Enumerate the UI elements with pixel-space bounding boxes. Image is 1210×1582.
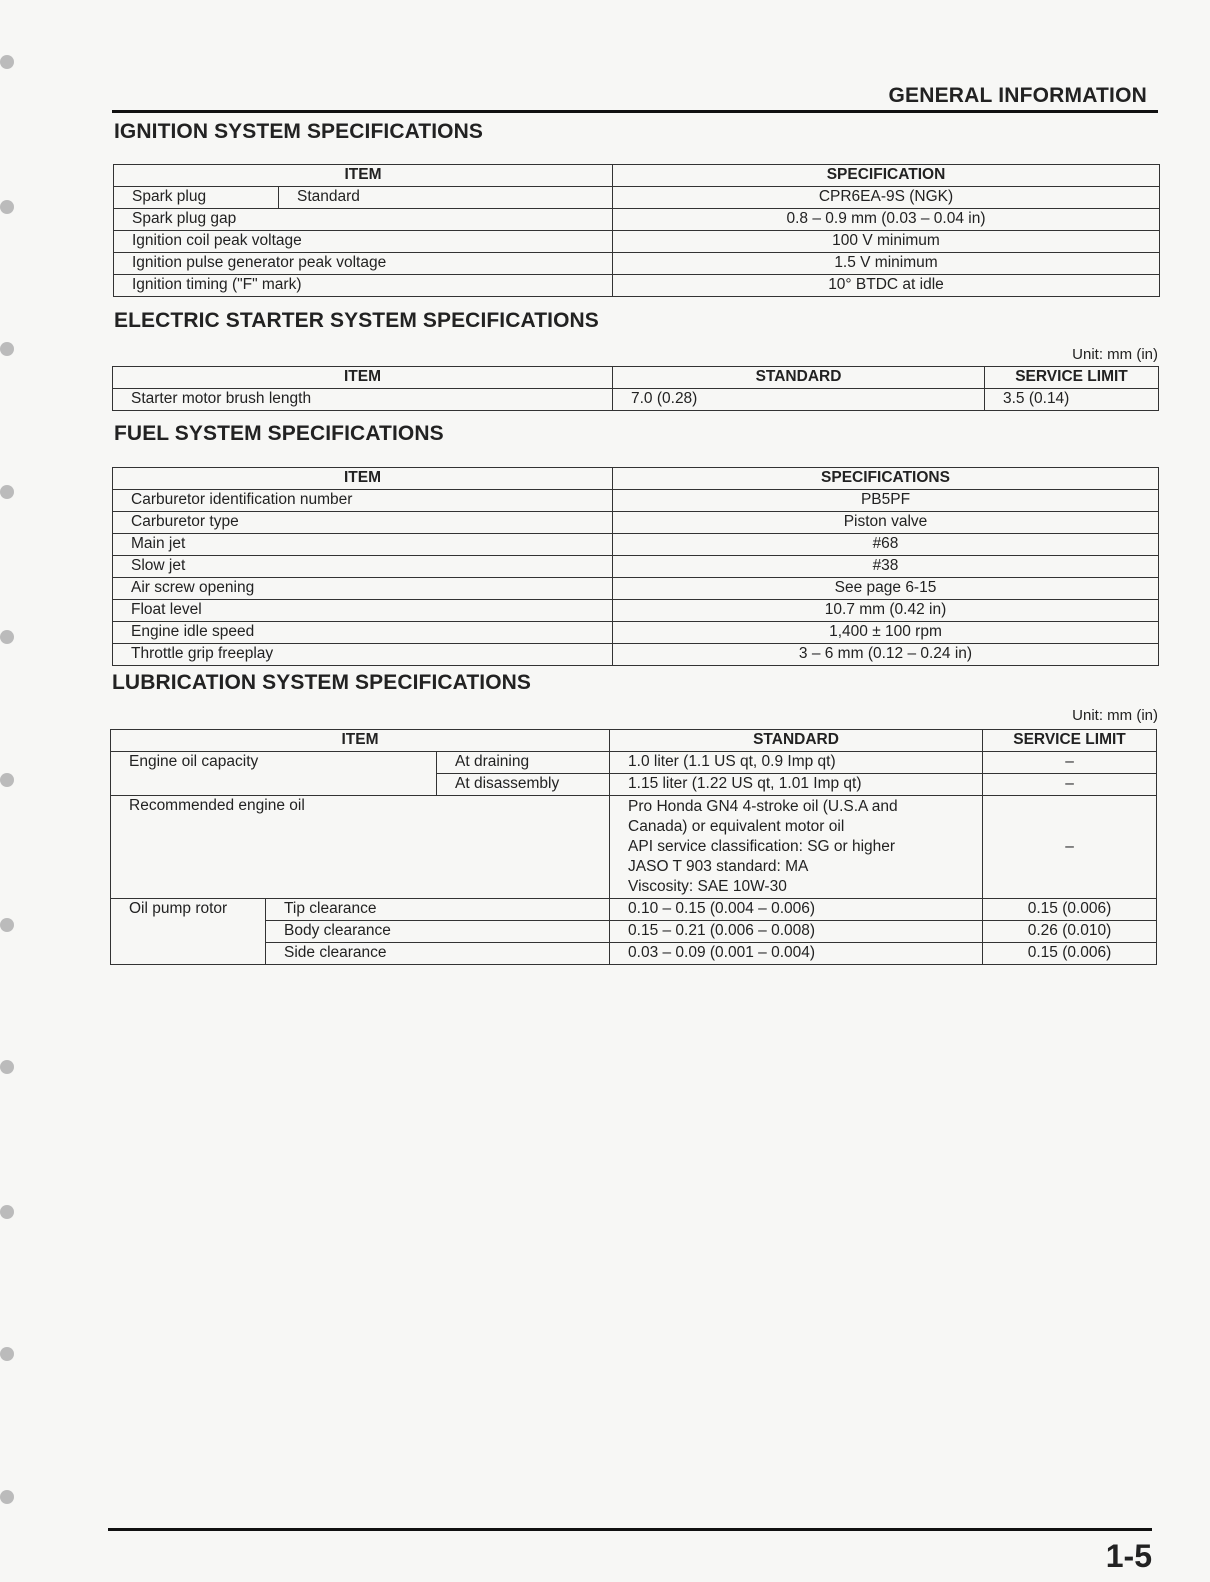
value-cell: 10.7 mm (0.42 in) [613,600,1159,622]
table-row [113,490,1159,512]
limit-cell: 0.15 (0.006) [983,943,1157,965]
starter-section-title: ELECTRIC STARTER SYSTEM SPECIFICATIONS [114,309,599,332]
binder-hole [0,1347,14,1361]
item-cell: Carburetor identification number [113,490,613,512]
oil-spec-line: JASO T 903 standard: MA [628,858,809,875]
binder-hole [0,342,14,356]
sub-item-cell: At disassembly [437,774,610,796]
binder-hole [0,485,14,499]
standard-cell: 7.0 (0.28) [613,389,985,411]
item-header: ITEM [111,730,610,752]
table-row [113,512,1159,534]
table-row [113,556,1159,578]
binder-hole [0,918,14,932]
item-header: ITEM [113,367,613,389]
value-cell: CPR6EA-9S (NGK) [613,187,1160,209]
limit-cell: – [983,774,1157,796]
sub-item-cell: At draining [437,752,610,774]
oil-spec-line: Pro Honda GN4 4-stroke oil (U.S.A and [628,798,898,815]
spec-header: SPECIFICATION [613,165,1160,187]
limit-cell: – [983,752,1157,774]
ignition-section-title: IGNITION SYSTEM SPECIFICATIONS [114,120,483,143]
value-cell: 3 – 6 mm (0.12 – 0.24 in) [613,644,1159,666]
sub-item-cell: Standard [279,187,613,209]
fuel-section-title: FUEL SYSTEM SPECIFICATIONS [114,422,444,445]
value-cell: 10° BTDC at idle [613,275,1160,297]
starter-unit-note: Unit: mm (in) [1072,346,1158,363]
lubrication-spec-table [110,729,1157,965]
value-cell: 1.5 V minimum [613,253,1160,275]
item-cell: Oil pump rotor [111,899,266,965]
item-cell: Main jet [113,534,613,556]
binder-hole [0,773,14,787]
starter-spec-table [112,366,1159,411]
binder-hole [0,1490,14,1504]
table-row [113,534,1159,556]
item-cell: Air screw opening [113,578,613,600]
header-rule [112,110,1158,113]
binder-hole [0,1060,14,1074]
oil-spec-line: API service classification: SG or higher [628,838,896,855]
table-row [111,921,1157,943]
sub-item-cell: Body clearance [266,921,610,943]
table-row [111,752,1157,774]
page-number: 1-5 [1105,1538,1152,1574]
value-cell: See page 6-15 [613,578,1159,600]
table-row [113,578,1159,600]
spec-header: SPECIFICATIONS [613,468,1159,490]
item-cell: Carburetor type [113,512,613,534]
item-cell: Slow jet [113,556,613,578]
table-row [113,644,1159,666]
limit-cell: 3.5 (0.14) [985,389,1159,411]
standard-cell [610,796,983,899]
item-cell: Throttle grip freeplay [113,644,613,666]
value-cell: PB5PF [613,490,1159,512]
item-cell: Ignition coil peak voltage [114,231,613,253]
table-row [111,796,1157,899]
table-row [113,622,1159,644]
table-row [113,389,1159,411]
table-row [113,600,1159,622]
table-header-row [113,468,1159,490]
binder-hole [0,1205,14,1219]
standard-header: STANDARD [613,367,985,389]
limit-cell: 0.26 (0.010) [983,921,1157,943]
item-cell: Starter motor brush length [113,389,613,411]
standard-cell: 0.03 – 0.09 (0.001 – 0.004) [610,943,983,965]
standard-cell: 0.15 – 0.21 (0.006 – 0.008) [610,921,983,943]
value-cell: #68 [613,534,1159,556]
ignition-spec-table [113,164,1160,297]
standard-cell: 1.0 liter (1.1 US qt, 0.9 Imp qt) [610,752,983,774]
item-cell: Spark plug [114,187,279,209]
item-cell: Recommended engine oil [111,796,610,899]
footer-rule [108,1528,1152,1531]
oil-spec-line: Viscosity: SAE 10W-30 [628,878,787,895]
value-cell: 0.8 – 0.9 mm (0.03 – 0.04 in) [613,209,1160,231]
value-cell: 1,400 ± 100 rpm [613,622,1159,644]
sub-item-cell: Tip clearance [266,899,610,921]
binder-hole [0,55,14,69]
binder-hole [0,630,14,644]
item-cell: Engine oil capacity [111,752,437,796]
table-row [114,187,1160,209]
table-row [114,253,1160,275]
limit-cell: – [983,796,1157,899]
service-limit-header: SERVICE LIMIT [985,367,1159,389]
item-cell: Spark plug gap [114,209,613,231]
binder-hole [0,200,14,214]
item-cell: Engine idle speed [113,622,613,644]
item-cell: Ignition timing ("F" mark) [114,275,613,297]
standard-cell: 0.10 – 0.15 (0.004 – 0.006) [610,899,983,921]
item-cell: Float level [113,600,613,622]
sub-item-cell: Side clearance [266,943,610,965]
table-header-row [114,165,1160,187]
table-header-row [113,367,1159,389]
value-cell: Piston valve [613,512,1159,534]
item-header: ITEM [113,468,613,490]
value-cell: 100 V minimum [613,231,1160,253]
table-row [111,899,1157,921]
table-row [114,275,1160,297]
standard-cell: 1.15 liter (1.22 US qt, 1.01 Imp qt) [610,774,983,796]
table-header-row [111,730,1157,752]
lubrication-section-title: LUBRICATION SYSTEM SPECIFICATIONS [112,671,532,694]
oil-spec-line: Canada) or equivalent motor oil [628,818,845,835]
table-row [114,231,1160,253]
table-row [114,209,1160,231]
lubrication-unit-note: Unit: mm (in) [1072,707,1158,724]
standard-header: STANDARD [610,730,983,752]
fuel-spec-table [112,467,1159,666]
table-row [111,943,1157,965]
page-header-title: GENERAL INFORMATION [888,84,1147,107]
item-header: ITEM [114,165,613,187]
service-limit-header: SERVICE LIMIT [983,730,1157,752]
limit-cell: 0.15 (0.006) [983,899,1157,921]
item-cell: Ignition pulse generator peak voltage [114,253,613,275]
value-cell: #38 [613,556,1159,578]
